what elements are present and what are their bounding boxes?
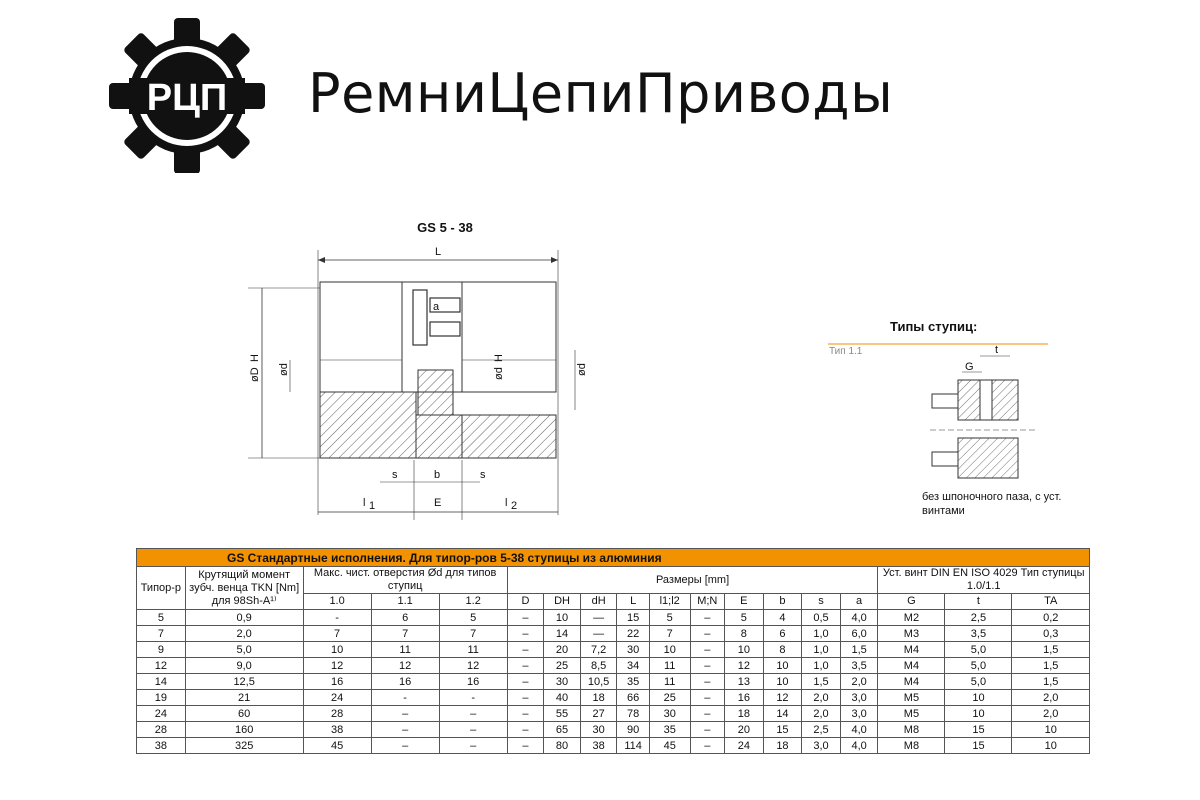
- sub-header: dH: [580, 594, 617, 610]
- hub-type-note: без шпоночного паза, с уст. винтами: [922, 491, 1062, 517]
- table-cell: 18: [580, 690, 617, 706]
- col-bore: Макс. чист. отверстия Ød для типов ступиц: [303, 567, 507, 594]
- table-cell: 325: [185, 738, 303, 754]
- table-cell: 7: [137, 626, 186, 642]
- table-cell: 12: [439, 658, 507, 674]
- sub-header: 1.1: [371, 594, 439, 610]
- table-cell: 28: [137, 722, 186, 738]
- table-cell: 6: [763, 626, 802, 642]
- table-cell: 11: [649, 658, 690, 674]
- dim-L: L: [435, 246, 442, 258]
- table-cell: 7: [303, 626, 371, 642]
- table-cell: 2,0: [802, 690, 841, 706]
- table-cell: 12: [371, 658, 439, 674]
- table-cell: 11: [439, 642, 507, 658]
- table-cell: 1,0: [802, 658, 841, 674]
- table-cell: 10: [1012, 722, 1090, 738]
- table-cell: 5: [649, 610, 690, 626]
- table-cell: –: [690, 706, 725, 722]
- table-cell: –: [439, 722, 507, 738]
- table-cell: 60: [185, 706, 303, 722]
- table-cell: M4: [878, 642, 945, 658]
- table-cell: 114: [617, 738, 650, 754]
- table-cell: 28: [303, 706, 371, 722]
- table-cell: 15: [763, 722, 802, 738]
- sub-header: E: [725, 594, 764, 610]
- table-cell: 10: [303, 642, 371, 658]
- table-cell: 38: [137, 738, 186, 754]
- table-cell: 4,0: [840, 610, 878, 626]
- table-cell: 14: [544, 626, 581, 642]
- dim-dH: ød: [493, 367, 505, 380]
- table-cell: 5: [439, 610, 507, 626]
- table-cell: 2,0: [802, 706, 841, 722]
- table-cell: 6: [371, 610, 439, 626]
- table-cell: 2,5: [945, 610, 1012, 626]
- table-cell: 1,0: [802, 626, 841, 642]
- table-cell: 2,0: [840, 674, 878, 690]
- table-cell: 12: [725, 658, 764, 674]
- table-cell: –: [690, 658, 725, 674]
- table-row: [137, 674, 1090, 690]
- table-cell: –: [690, 690, 725, 706]
- table-cell: 3,5: [840, 658, 878, 674]
- table-cell: 8,5: [580, 658, 617, 674]
- coupling-drawing: [230, 210, 590, 530]
- table-cell: 40: [544, 690, 581, 706]
- table-cell: 12: [763, 690, 802, 706]
- table-cell: —: [580, 626, 617, 642]
- table-cell: M3: [878, 626, 945, 642]
- table-cell: M5: [878, 690, 945, 706]
- table-cell: 24: [303, 690, 371, 706]
- table-cell: –: [371, 722, 439, 738]
- table-cell: M4: [878, 674, 945, 690]
- table-cell: 15: [617, 610, 650, 626]
- table-cell: 7: [371, 626, 439, 642]
- hub-type-label: Тип 1.1: [829, 346, 863, 357]
- table-cell: 24: [137, 706, 186, 722]
- table-cell: 0,2: [1012, 610, 1090, 626]
- table-cell: M5: [878, 706, 945, 722]
- sub-header: l1;l2: [649, 594, 690, 610]
- table-cell: 1,5: [840, 642, 878, 658]
- sub-header: t: [945, 594, 1012, 610]
- table-cell: 16: [725, 690, 764, 706]
- table-cell: 8: [763, 642, 802, 658]
- table-row: [137, 738, 1090, 754]
- table-cell: 14: [137, 674, 186, 690]
- table-cell: 0,5: [802, 610, 841, 626]
- table-cell: 7: [649, 626, 690, 642]
- table-cell: 45: [303, 738, 371, 754]
- table-cell: 25: [649, 690, 690, 706]
- table-cell: 35: [649, 722, 690, 738]
- table-row: [137, 658, 1090, 674]
- sub-header: TA: [1012, 594, 1090, 610]
- dim-d-left: ød: [278, 363, 290, 376]
- table-cell: 27: [580, 706, 617, 722]
- dim-l2-sub: 2: [511, 500, 518, 512]
- col-dims: Размеры [mm]: [507, 567, 878, 594]
- table-cell: –: [507, 626, 544, 642]
- spec-table: [136, 548, 1090, 754]
- table-row: [137, 610, 1090, 626]
- logo-text: РЦП: [146, 77, 228, 119]
- table-cell: 10: [1012, 738, 1090, 754]
- dim-s-left: s: [392, 469, 398, 481]
- table-cell: 3,0: [840, 706, 878, 722]
- dim-b: b: [434, 469, 441, 481]
- table-cell: 45: [649, 738, 690, 754]
- table-cell: –: [507, 610, 544, 626]
- col-torque: Крутящий момент зубч. венца TKN [Nm] для 98Sh-A¹⁾: [185, 567, 303, 610]
- table-cell: 5,0: [185, 642, 303, 658]
- table-cell: 1,5: [1012, 674, 1090, 690]
- table-cell: 25: [544, 658, 581, 674]
- drawing-title: GS 5 - 38: [417, 220, 473, 235]
- table-cell: 10: [725, 642, 764, 658]
- table-cell: 4: [763, 610, 802, 626]
- table-cell: M4: [878, 658, 945, 674]
- table-cell: 15: [945, 722, 1012, 738]
- table-cell: –: [439, 738, 507, 754]
- table-cell: –: [371, 738, 439, 754]
- table-cell: 3,0: [840, 690, 878, 706]
- table-cell: 30: [649, 706, 690, 722]
- table-cell: 38: [303, 722, 371, 738]
- table-cell: 30: [580, 722, 617, 738]
- table-cell: 9,0: [185, 658, 303, 674]
- brand-name: РемниЦепиПриводы: [308, 62, 894, 125]
- table-cell: –: [507, 674, 544, 690]
- table-cell: 3,0: [802, 738, 841, 754]
- sub-header: a: [840, 594, 878, 610]
- table-cell: 160: [185, 722, 303, 738]
- table-cell: 12: [303, 658, 371, 674]
- dim-s-right: s: [480, 469, 486, 481]
- table-cell: –: [507, 658, 544, 674]
- table-cell: 55: [544, 706, 581, 722]
- dim-l2: l: [505, 497, 508, 509]
- table-cell: 90: [617, 722, 650, 738]
- table-cell: 78: [617, 706, 650, 722]
- table-cell: -: [371, 690, 439, 706]
- table-cell: 0,3: [1012, 626, 1090, 642]
- table-cell: 66: [617, 690, 650, 706]
- table-cell: 8: [725, 626, 764, 642]
- table-cell: –: [507, 690, 544, 706]
- table-cell: 16: [303, 674, 371, 690]
- table-cell: –: [690, 642, 725, 658]
- table-row: [137, 690, 1090, 706]
- table-cell: –: [371, 706, 439, 722]
- table-cell: 21: [185, 690, 303, 706]
- hub-types-title: Типы ступиц:: [890, 319, 978, 334]
- table-cell: –: [690, 722, 725, 738]
- table-cell: –: [507, 738, 544, 754]
- table-cell: -: [303, 610, 371, 626]
- table-cell: 4,0: [840, 722, 878, 738]
- table-cell: 22: [617, 626, 650, 642]
- sub-header: M;N: [690, 594, 725, 610]
- sub-header: DH: [544, 594, 581, 610]
- table-cell: –: [690, 738, 725, 754]
- table-cell: 10: [544, 610, 581, 626]
- dim-d-right: ød: [576, 363, 588, 376]
- table-cell: 10: [649, 642, 690, 658]
- col-size: Типор-р: [137, 567, 186, 610]
- table-cell: –: [439, 706, 507, 722]
- table-cell: 38: [580, 738, 617, 754]
- sub-header: s: [802, 594, 841, 610]
- table-cell: 10: [763, 674, 802, 690]
- table-row: [137, 626, 1090, 642]
- table-cell: 16: [371, 674, 439, 690]
- table-cell: 2,0: [1012, 690, 1090, 706]
- table-cell: –: [507, 706, 544, 722]
- table-cell: 6,0: [840, 626, 878, 642]
- table-cell: M8: [878, 738, 945, 754]
- table-cell: –: [507, 642, 544, 658]
- table-cell: 24: [725, 738, 764, 754]
- table-cell: 9: [137, 642, 186, 658]
- table-row: [137, 722, 1090, 738]
- table-cell: 1,5: [1012, 642, 1090, 658]
- table-cell: 12,5: [185, 674, 303, 690]
- table-cell: 3,5: [945, 626, 1012, 642]
- table-cell: 20: [544, 642, 581, 658]
- table-cell: 5: [725, 610, 764, 626]
- hub-type-svg: [820, 310, 1070, 490]
- table-cell: 2,0: [185, 626, 303, 642]
- table-cell: M8: [878, 722, 945, 738]
- table-cell: 18: [763, 738, 802, 754]
- table-row: [137, 642, 1090, 658]
- table-cell: 1,0: [802, 642, 841, 658]
- coupling-section-svg: [230, 210, 590, 530]
- hub-dim-t: t: [995, 344, 999, 356]
- table-cell: 2,5: [802, 722, 841, 738]
- col-screw: Уст. винт DIN EN ISO 4029 Тип ступицы 1.0/1.1: [878, 567, 1090, 594]
- table-cell: —: [580, 610, 617, 626]
- table-cell: M2: [878, 610, 945, 626]
- table-cell: 10: [763, 658, 802, 674]
- dim-l1-sub: 1: [369, 500, 376, 512]
- table-cell: 2,0: [1012, 706, 1090, 722]
- table-cell: 4,0: [840, 738, 878, 754]
- dim-DH-sub: H: [249, 354, 261, 362]
- sub-header: 1.0: [303, 594, 371, 610]
- dim-DH: øD: [249, 367, 261, 382]
- table-cell: 10: [945, 706, 1012, 722]
- hub-dim-G: G: [965, 361, 974, 373]
- table-cell: 65: [544, 722, 581, 738]
- table-cell: 10: [945, 690, 1012, 706]
- table-cell: 1,5: [1012, 658, 1090, 674]
- sub-header: 1.2: [439, 594, 507, 610]
- table-cell: -: [439, 690, 507, 706]
- table-cell: 7: [439, 626, 507, 642]
- table-cell: 16: [439, 674, 507, 690]
- table-cell: 13: [725, 674, 764, 690]
- table-cell: –: [690, 610, 725, 626]
- table-cell: 19: [137, 690, 186, 706]
- table-title: GS Стандартные исполнения. Для типор-ров 5-38 ступицы из алюминия: [137, 549, 1090, 567]
- sub-header: D: [507, 594, 544, 610]
- table-cell: 7,2: [580, 642, 617, 658]
- table-cell: 5,0: [945, 674, 1012, 690]
- table-cell: 5,0: [945, 658, 1012, 674]
- table-cell: 20: [725, 722, 764, 738]
- table-cell: 30: [544, 674, 581, 690]
- table-cell: 35: [617, 674, 650, 690]
- company-logo: [105, 18, 270, 173]
- table-cell: 14: [763, 706, 802, 722]
- table-cell: 15: [945, 738, 1012, 754]
- table-cell: 30: [617, 642, 650, 658]
- dim-dH-sub: H: [493, 354, 505, 362]
- table-cell: 12: [137, 658, 186, 674]
- hub-types-panel: [820, 310, 1070, 530]
- dim-E: E: [434, 497, 442, 509]
- dim-a: a: [433, 301, 440, 313]
- sub-header: G: [878, 594, 945, 610]
- table-cell: 11: [649, 674, 690, 690]
- table-cell: 5: [137, 610, 186, 626]
- table-cell: 5,0: [945, 642, 1012, 658]
- table-cell: 80: [544, 738, 581, 754]
- table-cell: –: [690, 626, 725, 642]
- table-row: [137, 706, 1090, 722]
- table-cell: –: [690, 674, 725, 690]
- sub-header: b: [763, 594, 802, 610]
- table-cell: 11: [371, 642, 439, 658]
- table-cell: 10,5: [580, 674, 617, 690]
- table-cell: 0,9: [185, 610, 303, 626]
- table-cell: 18: [725, 706, 764, 722]
- sub-header: L: [617, 594, 650, 610]
- dim-l1: l: [363, 497, 366, 509]
- table-cell: –: [507, 722, 544, 738]
- table-cell: 34: [617, 658, 650, 674]
- table-cell: 1,5: [802, 674, 841, 690]
